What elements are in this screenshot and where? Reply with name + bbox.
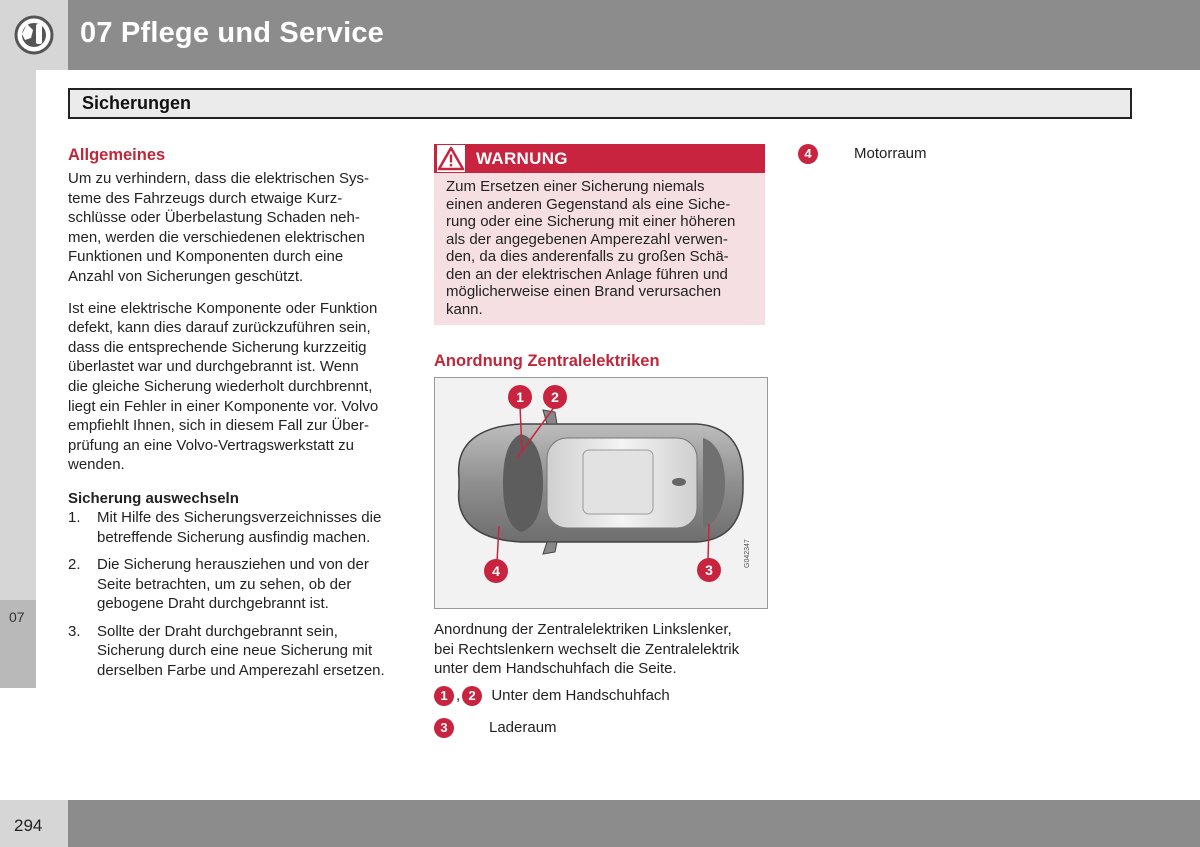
text-line: Die Sicherung herausziehen und von der — [97, 556, 369, 574]
figure-caption — [434, 620, 768, 679]
side-strip — [0, 70, 36, 688]
text-line: Funktionen und Komponenten durch eine — [68, 248, 344, 266]
marker-1-label: 1 — [516, 389, 524, 405]
badge-2: 2 — [462, 686, 482, 706]
text-line: Anordnung der Zentralelektriken Linkslenker, — [434, 621, 732, 638]
list-item — [68, 622, 402, 681]
steps-list — [68, 508, 402, 681]
chapter-title: 07 Pflege und Service — [80, 17, 384, 49]
text-line: teme des Fahrzeugs durch etwaige Kurz- — [68, 189, 343, 207]
text-line: die gleiche Sicherung wiederholt durchbrennt, — [68, 377, 373, 395]
badge-4: 4 — [798, 144, 818, 164]
text-line: men, werden die verschiedenen elektrischen — [68, 228, 365, 246]
text-line: Um zu verhindern, dass die elektrischen Sys- — [68, 170, 369, 187]
figure-code: G042347 — [744, 539, 751, 568]
footer-bar — [68, 800, 1200, 847]
wrench-gear-icon — [0, 0, 68, 70]
text-line: Mit Hilfe des Sicherungsverzeichnisses die — [97, 508, 382, 526]
text-line: unter dem Handschuhfach die Seite. — [434, 660, 677, 678]
heading-general: Allgemeines — [68, 146, 166, 164]
paragraph-intro — [68, 169, 402, 287]
text-line: Seite betrachten, um zu sehen, ob der — [97, 575, 352, 593]
column-general — [68, 146, 402, 689]
chapter-icon-box — [0, 0, 68, 70]
text-line: gebogene Draht durchgebrannt ist. — [97, 595, 329, 613]
text-line: prüfung an eine Volvo-Vertragswerkstatt zu — [68, 436, 354, 454]
text-line: rung oder eine Sicherung mit einer höheren — [446, 213, 736, 230]
text-line: Zum Ersetzen einer Sicherung niemals — [446, 178, 705, 195]
step-number: 3. — [68, 622, 81, 640]
legend-text: Unter dem Handschuhfach — [491, 687, 670, 704]
text-line: den an der elektrischen Anlage führen und — [446, 265, 728, 283]
text-line: defekt, kann dies darauf zurückzuführen sein, — [68, 319, 371, 337]
text-line: liegt ein Fehler in einer Komponente vor. Volvo — [68, 397, 379, 415]
legend-row-cargo — [434, 718, 764, 738]
badge-separator: , — [456, 687, 461, 704]
car-topview-figure — [434, 377, 768, 609]
marker-3-label: 3 — [705, 562, 713, 578]
subheading-replace-fuse: Sicherung auswechseln — [68, 489, 239, 507]
text-line: den, da dies anderenfalls zu großen Schä- — [446, 248, 729, 265]
badge-3: 3 — [434, 718, 454, 738]
text-line: kann. — [446, 300, 483, 318]
text-line: empfiehlt Ihnen, sich in diesem Fall zur Über- — [68, 417, 369, 435]
text-line: wenden. — [68, 456, 125, 474]
section-bar — [68, 88, 1132, 119]
warning-triangle-icon — [437, 145, 465, 172]
text-line: betreffende Sicherung ausfindig machen. — [97, 528, 371, 546]
text-line: einen anderen Gegenstand als eine Siche- — [446, 195, 731, 213]
text-line: Sollte der Draht durchgebrannt sein, — [97, 622, 338, 640]
text-line: als der angegebenen Amperezahl verwen- — [446, 230, 728, 248]
text-line: derselben Farbe und Amperezahl ersetzen. — [97, 662, 385, 680]
legend-text: Motorraum — [854, 145, 927, 162]
chapter-tab-label: 07 — [9, 609, 25, 625]
legend-row-glovebox — [434, 686, 764, 706]
badge-1: 1 — [434, 686, 454, 706]
step-number: 1. — [68, 508, 81, 526]
text-line: überlastet war und durchgebrannt ist. Wenn — [68, 358, 359, 376]
legend-row-engine — [798, 144, 1098, 164]
text-line: Ist eine elektrische Komponente oder Funktion — [68, 299, 378, 317]
text-line: möglicherweise einen Brand verursachen — [446, 283, 722, 300]
step-number: 2. — [68, 556, 81, 574]
list-item — [68, 555, 402, 614]
heading-fuse-layout: Anordnung Zentralelektriken — [434, 352, 660, 370]
text-line: schlüsse oder Überbelastung Schaden neh- — [68, 209, 360, 227]
text-line: bei Rechtslenkern wechselt die Zentralelektrik — [434, 640, 740, 658]
legend-text: Laderaum — [489, 719, 557, 736]
warning-text — [446, 178, 758, 318]
section-title: Sicherungen — [82, 93, 192, 113]
car-topview-illustration — [435, 378, 767, 608]
marker-2-label: 2 — [551, 389, 559, 405]
marker-4-label: 4 — [492, 563, 500, 579]
page-number: 294 — [14, 816, 43, 835]
warning-title: WARNUNG — [476, 149, 568, 168]
text-line: Anzahl von Sicherungen geschützt. — [68, 267, 304, 285]
text-line: dass die entsprechende Sicherung kurzzeitig — [68, 338, 367, 356]
list-item — [68, 508, 402, 547]
paragraph-defect — [68, 299, 402, 475]
text-line: Sicherung durch eine neue Sicherung mit — [97, 642, 373, 660]
